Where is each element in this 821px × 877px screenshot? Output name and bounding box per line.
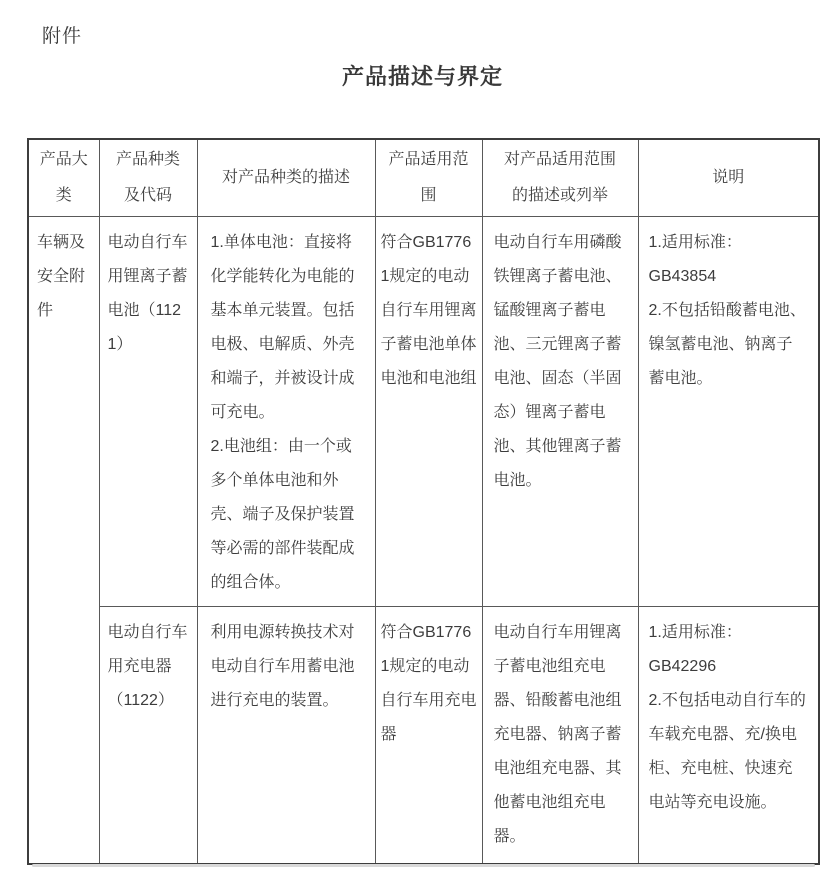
notes-line: 1.适用标准： — [648, 233, 742, 251]
cell-product-category: 车辆及安全附件 — [28, 216, 99, 864]
header-line: 及代码 — [123, 186, 172, 204]
table-row-charger — [28, 606, 819, 864]
header-line: 对产品种类的描述 — [221, 168, 350, 186]
notes-line: 2.不包括电动自行车的车载充电器、充/换电柜、充电桩、快速充电站等充电设施。 — [648, 691, 806, 811]
cell-type-description-charger — [197, 606, 375, 864]
header-line: 类 — [55, 186, 72, 204]
column-header-notes — [638, 139, 819, 216]
cell-type-description-battery — [197, 216, 375, 606]
header-line: 产品大 — [39, 150, 88, 168]
description-paragraph: 1.单体电池：直接将化学能转化为电能的基本单元装置。包括电极、电解质、外壳和端子，并被设计成可充电。 — [210, 233, 355, 421]
notes-line: GB43854 — [648, 267, 717, 285]
cell-applicable-scope-charger: 符合GB17761规定的电动自行车用充电器 — [375, 606, 482, 864]
notes-line: GB42296 — [648, 657, 717, 675]
cell-scope-detail-battery: 电动自行车用磷酸铁锂离子蓄电池、锰酸锂离子蓄电池、三元锂离子蓄电池、固态（半固态）锂离子蓄电池、其他锂离子蓄电池。 — [482, 216, 638, 606]
column-header-scope-description — [482, 139, 638, 216]
header-line: 产品适用范 — [388, 150, 469, 168]
header-line: 围 — [420, 186, 437, 204]
product-definition-table — [27, 138, 820, 865]
description-paragraph: 利用电源转换技术对电动自行车用蓄电池进行充电的装置。 — [210, 623, 355, 709]
column-header-type-description — [197, 139, 375, 216]
page-title: 产品描述与界定 — [341, 64, 503, 89]
description-paragraph: 2.电池组：由一个或多个单体电池和外壳、端子及保护装置等必需的部件装配成的组合体。 — [210, 437, 355, 591]
table-bottom-shadow — [32, 864, 815, 867]
cell-notes-charger — [638, 606, 819, 864]
header-line: 产品种类 — [115, 150, 180, 168]
table-row-battery — [28, 216, 819, 606]
table-header-row — [28, 139, 819, 216]
column-header-product-type-code — [99, 139, 197, 216]
cell-product-type-charger: 电动自行车用充电器（1122） — [99, 606, 197, 864]
cell-product-type-battery: 电动自行车用锂离子蓄电池（1121） — [99, 216, 197, 606]
header-line: 对产品适用范围 — [503, 150, 616, 168]
cell-scope-detail-charger: 电动自行车用锂离子蓄电池组充电器、铅酸蓄电池组充电器、钠离子蓄电池组充电器、其他蓄电池组充电器。 — [482, 606, 638, 864]
attachment-label: 附件 — [42, 26, 83, 47]
cell-notes-battery — [638, 216, 819, 606]
header-line: 的描述或列举 — [511, 186, 608, 204]
column-header-product-category — [28, 139, 99, 216]
cell-applicable-scope-battery: 符合GB17761规定的电动自行车用锂离子蓄电池单体电池和电池组 — [375, 216, 482, 606]
notes-line: 2.不包括铅酸蓄电池、镍氢蓄电池、钠离子蓄电池。 — [648, 301, 806, 387]
notes-line: 1.适用标准： — [648, 623, 742, 641]
header-line: 说明 — [712, 168, 745, 186]
column-header-applicable-scope — [375, 139, 482, 216]
